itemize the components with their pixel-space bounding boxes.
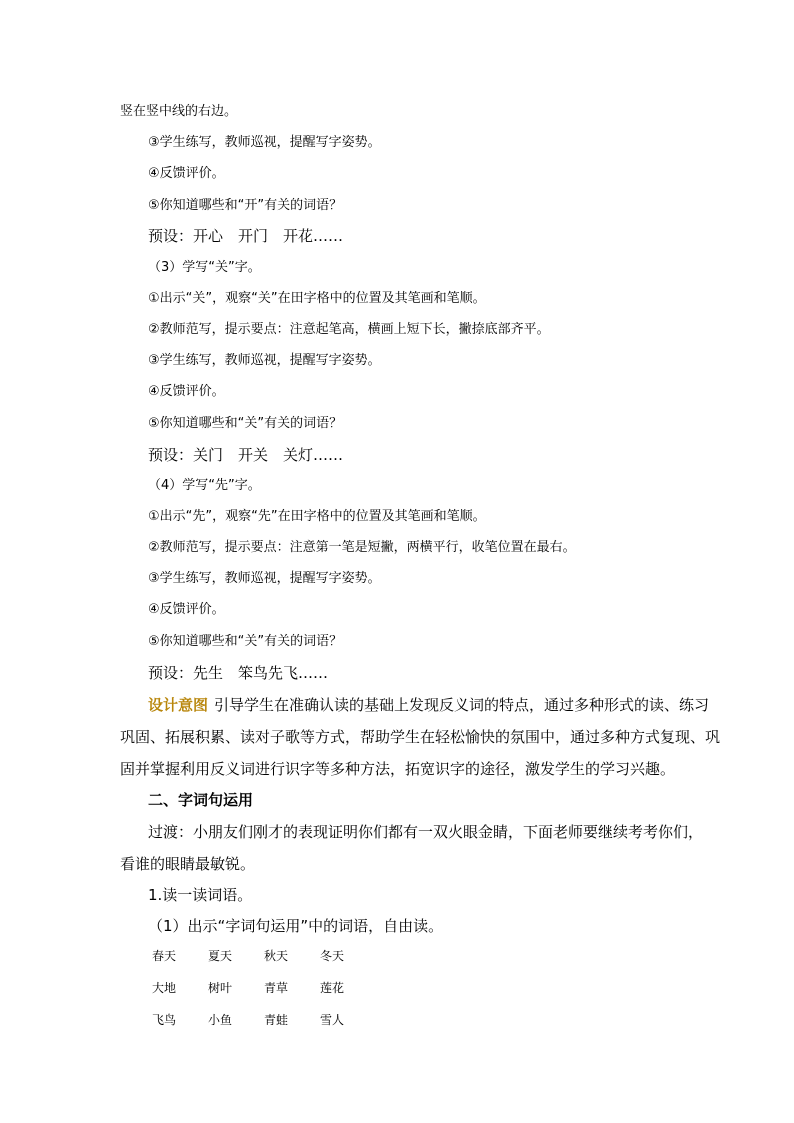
vocab-word: 春天	[152, 949, 177, 963]
text-line: 看谁的眼睛最敏锐。	[120, 855, 256, 873]
vocab-word: 树叶	[208, 981, 233, 995]
text-line: ③学生练写，教师巡视，提醒写字姿势。	[148, 353, 381, 368]
step-label: 1.读一读词语。	[148, 886, 253, 904]
vocab-word: 小鱼	[208, 1013, 233, 1027]
text-line: 过渡：小朋友们刚才的表现证明你们都有一双火眼金睛，下面老师要继续考考你们，	[148, 823, 704, 841]
vocab-word: 莲花	[320, 981, 345, 995]
text-line: 预设：关门 开关 关灯……	[148, 446, 344, 464]
vocab-word: 飞鸟	[152, 1013, 177, 1027]
design-intent-line: 固并掌握利用反义词进行识字等多种方法，拓宽识字的途径，激发学生的学习兴趣。	[120, 760, 676, 778]
vocab-word: 雪人	[320, 1013, 345, 1027]
text-line: ②教师范写，提示要点：注意第一笔是短撇，两横平行，收笔位置在最右。	[148, 540, 576, 555]
text-line: ⑤你知道哪些和“关”有关的词语？	[148, 416, 343, 431]
design-intent-line: 巩固、拓展积累、读对子歌等方式，帮助学生在轻松愉快的氛围中，通过多种方式复现、巩	[120, 728, 721, 746]
design-intent-text: 引导学生在准确认读的基础上发现反义词的特点，通过多种形式的读、练习	[214, 696, 710, 714]
vocab-word: 秋天	[264, 949, 289, 963]
text-line: ⑤你知道哪些和“关”有关的词语？	[148, 634, 343, 649]
text-line: ③学生练写，教师巡视，提醒写字姿势。	[148, 135, 381, 150]
text-line: ①出示“关”，观察“关”在田字格中的位置及其笔画和笔顺。	[148, 291, 486, 306]
vocab-word: 青蛙	[264, 1013, 289, 1027]
text-line: 预设：开心 开门 开花……	[148, 227, 344, 245]
text-line: 竖在竖中线的右边。	[120, 104, 238, 119]
text-line: （4）学写“先”字。	[148, 478, 261, 493]
vocab-word: 大地	[152, 981, 177, 995]
text-line: ①出示“先”，观察“先”在田字格中的位置及其笔画和笔顺。	[148, 509, 486, 524]
text-line: ④反馈评价。	[148, 166, 225, 181]
vocab-word: 青草	[264, 981, 289, 995]
text-line: ④反馈评价。	[148, 384, 225, 399]
text-line: 预设：先生 笨鸟先飞……	[148, 664, 329, 682]
vocab-word: 冬天	[320, 949, 345, 963]
vocab-word: 夏天	[208, 949, 233, 963]
text-line: ②教师范写，提示要点：注意起笔高，横画上短下长，撇捺底部齐平。	[148, 322, 550, 337]
design-intent-label: 设计意图	[148, 696, 209, 714]
text-line: ⑤你知道哪些和“开”有关的词语？	[148, 198, 343, 213]
design-intent-line	[148, 696, 709, 714]
section-heading: 二、字词句运用	[148, 791, 254, 809]
text-line: ③学生练写，教师巡视，提醒写字姿势。	[148, 571, 381, 586]
text-line: （1）出示“字词句运用”中的词语，自由读。	[148, 917, 444, 935]
text-line: ④反馈评价。	[148, 602, 225, 617]
text-line: （3）学写“关”字。	[148, 260, 261, 275]
